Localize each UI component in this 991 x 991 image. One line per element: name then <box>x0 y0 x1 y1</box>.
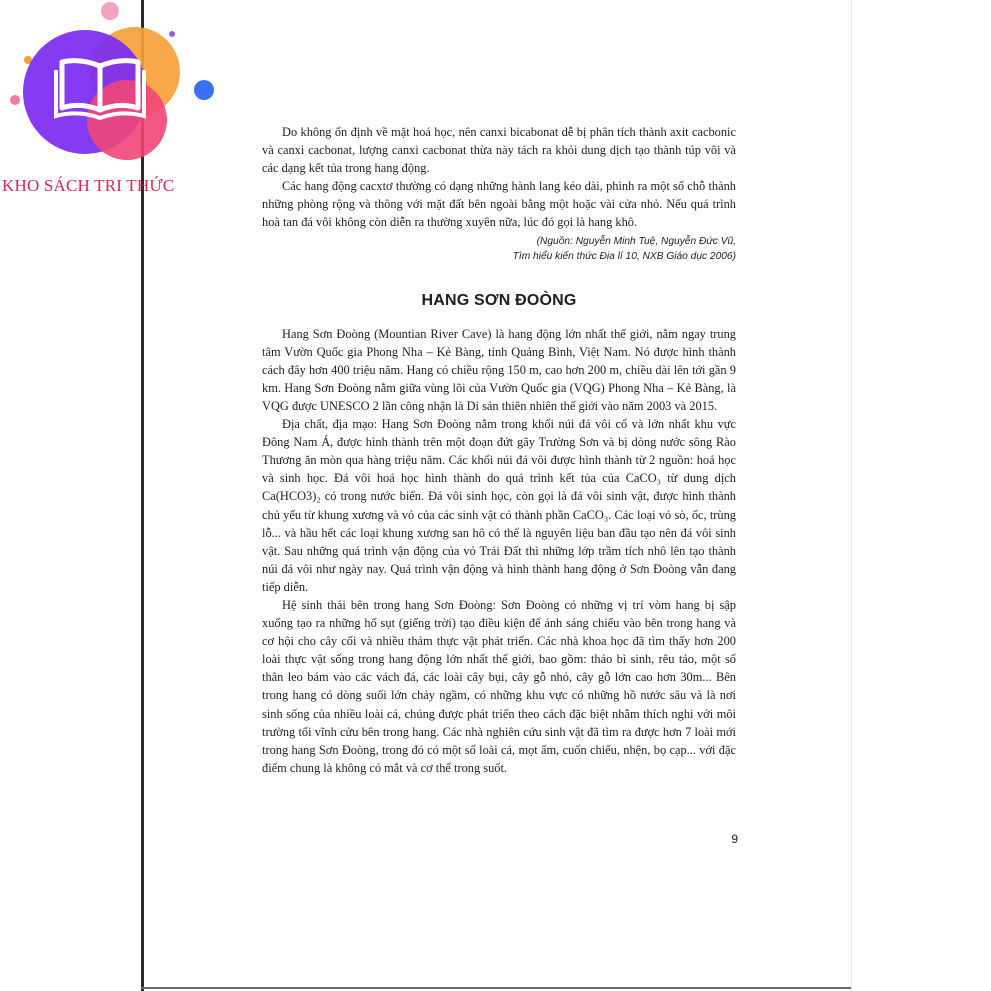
source-citation <box>262 234 736 264</box>
source-line-2: Tìm hiểu kiến thức Địa lí 10, NXB Giáo dục 2006) <box>512 250 736 262</box>
watermark-logo <box>0 0 230 200</box>
watermark-text: KHO SÁCH TRI THỨC <box>2 176 175 195</box>
page-number: 9 <box>731 832 738 846</box>
intro-paragraph-1: Do không ổn định về mặt hoá học, nên canxi bicabonat dễ bị phân tích thành axit cacbonic và canxi cacbonat, lượng canxi cacbonat thừa này tách ra khỏi dung dịch tạo thành túp vôi và các dạng kết tủa trong hang động. <box>262 125 736 176</box>
intro-paragraph-2: Các hang động cacxtơ thường có dạng những hành lang kéo dài, phình ra một số chỗ thành những phòng rộng và thông với mặt đất bên ngoài bằng một hoặc vài cửa nhỏ. Nếu quá trình hoà tan đá vôi không còn diễn ra thường xuyên nữa, lúc đó gọi là hang khô. <box>262 179 736 230</box>
open-book-icon <box>0 0 230 180</box>
page-right-edge <box>851 0 852 991</box>
section-title: HANG SƠN ĐOÒNG <box>421 291 577 309</box>
source-line-1: (Nguồn: Nguyễn Minh Tuệ, Nguyễn Đức Vũ, <box>536 235 736 247</box>
page-content <box>262 123 736 777</box>
body-paragraph-3: Hệ sinh thái bên trong hang Sơn Đoòng: Sơn Đoòng có những vị trí vòm hang bị sập xuống tạo ra những hố sụt (giếng trời) tạo điều kiện để ánh sáng chiếu vào bên trong hang và cơ hội cho cây cối và nhiều thảm thực vật phát triển. Các nhà khoa học đã tìm thấy hơn 200 loài thực vật sống trong hang động lớn nhất thế giới, bao gồm: thảo bì sinh, rêu tảo, một số thân leo bám vào các vách đá, các loài cây bụi, cây gỗ nhỏ, cây gỗ lớn cao hơn 30m... Bên trong hang có dòng suối lớn chảy ngầm, có những khu vực có những hồ nước sâu và là nơi sinh sống của nhiều loài cá, chúng được phát triển theo cách đặc biệt nhằm thích nghi với môi trường tối vĩnh cửu bên trong hang. Các nhà nghiên cứu sinh vật đã tìm ra được hơn 7 loài mới trong hang Sơn Đoòng, trong đó có một số loài cá, mọt ẩm, cuốn chiếu, nhện, bọ cạp... với đặc điểm chung là không có mắt và cơ thể trong suốt. <box>262 597 736 775</box>
body-paragraph-1: Hang Sơn Đoòng (Mountian River Cave) là hang động lớn nhất thế giới, nằm ngay trung tâm Vườn Quốc gia Phong Nha – Kẻ Bàng, tỉnh Quảng Bình, Việt Nam. Nó được hình thành cách đây hơn 400 triệu năm. Hang có chiều rộng 150 m, cao hơn 200 m, chiều dài lên tới gần 9 km. Hang Sơn Đoòng nằm giữa vùng lõi của Vườn Quốc gia (VQG) Phong Nha – Kẻ Bàng, là VQG được UNESCO 2 lần công nhận là Di sản thiên nhiên thế giới vào năm 2003 và 2015. <box>262 326 736 413</box>
body-paragraph-2: Địa chất, địa mạo: Hang Sơn Đoòng nằm trong khối núi đá vôi cổ và lớn nhất khu vực Đông Nam Á, được hình thành trên một đoạn đứt gãy Trường Sơn và bị dòng nước sông Rào Thương ăn mòn qua hàng triệu năm. Các khối núi đá vôi được hình thành từ 2 nguồn: hoá học và sinh học. Đá vôi hoá học hình thành do quá trình kết tủa của CaCO₃ từ dung dịch Ca(HCO3)₂ có trong nước biển. Đá vôi sinh học, còn gọi là đá vôi sinh vật, được hình thành chủ yếu từ khung xương và vỏ của các sinh vật có thành phần CaCO₃. Các loại vỏ sò, ốc, trùng lỗ... và hầu hết các loại khung xương san hô có thể là nguyên liệu ban đầu tạo nên đá vôi sinh vật. Sau những quá trình vận động của vỏ Trái Đất thì những lớp trầm tích nhô lên tạo thành núi đá vôi như ngày nay. Quá trình vận động và hình thành hang động ở Sơn Đoòng vẫn đang tiếp diễn. <box>262 417 736 594</box>
page-bottom-border <box>141 987 851 989</box>
